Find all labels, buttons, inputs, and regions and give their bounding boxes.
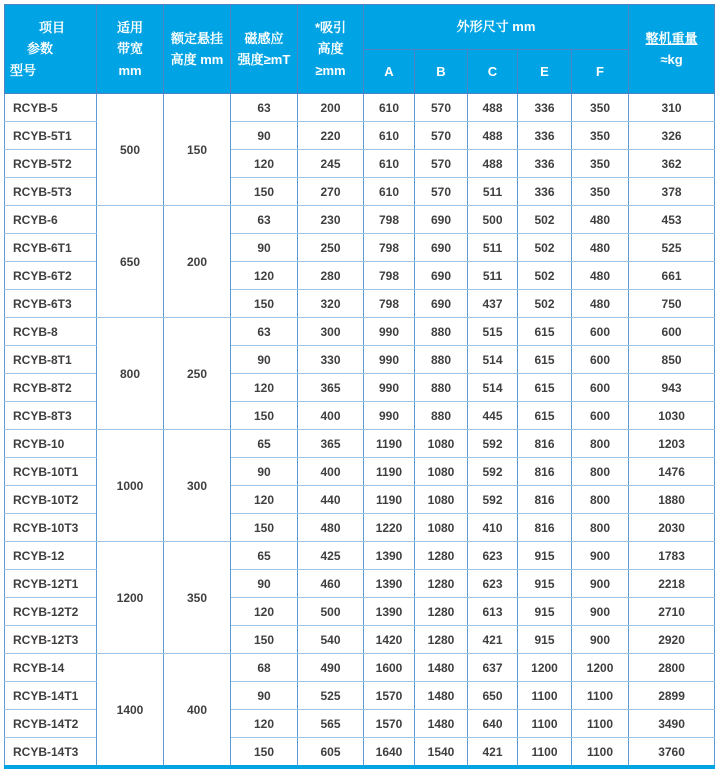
dim-e-cell: 1100 — [518, 710, 572, 738]
induction-cell: 150 — [231, 514, 298, 542]
weight-cell: 326 — [629, 122, 715, 150]
dim-f-cell: 600 — [572, 402, 629, 430]
weight-cell: 661 — [629, 262, 715, 290]
dim-e-cell: 615 — [518, 318, 572, 346]
dim-f-cell: 480 — [572, 262, 629, 290]
dim-e-cell: 1100 — [518, 738, 572, 768]
dim-f-cell: 350 — [572, 150, 629, 178]
dim-f-cell: 900 — [572, 542, 629, 570]
dim-e-cell: 502 — [518, 206, 572, 234]
induction-cell: 63 — [231, 318, 298, 346]
dim-a-cell: 990 — [364, 402, 415, 430]
dim-c-cell: 515 — [468, 318, 518, 346]
dim-b-cell: 1280 — [415, 626, 468, 654]
model-cell: RCYB-6T1 — [5, 234, 97, 262]
attraction-cell: 220 — [298, 122, 364, 150]
header-model-param — [5, 5, 97, 94]
attraction-cell: 250 — [298, 234, 364, 262]
header-suspension-height: 额定悬挂 高度 mm — [164, 5, 231, 94]
model-cell: RCYB-5 — [5, 94, 97, 122]
suspension-cell: 300 — [164, 430, 231, 542]
dim-c-cell: 637 — [468, 654, 518, 682]
suspension-cell: 150 — [164, 94, 231, 206]
attraction-cell: 230 — [298, 206, 364, 234]
dim-b-cell: 880 — [415, 374, 468, 402]
dim-b-cell: 1080 — [415, 486, 468, 514]
dim-f-cell: 350 — [572, 178, 629, 206]
dim-e-cell: 502 — [518, 262, 572, 290]
attraction-cell: 480 — [298, 514, 364, 542]
model-cell: RCYB-10T2 — [5, 486, 97, 514]
header-dim-b: B — [415, 50, 468, 94]
dim-f-cell: 480 — [572, 290, 629, 318]
attraction-cell: 365 — [298, 430, 364, 458]
induction-cell: 150 — [231, 738, 298, 768]
dim-a-cell: 1190 — [364, 486, 415, 514]
weight-cell: 378 — [629, 178, 715, 206]
induction-cell: 120 — [231, 150, 298, 178]
model-cell: RCYB-14T3 — [5, 738, 97, 768]
attraction-cell: 320 — [298, 290, 364, 318]
dim-f-cell: 350 — [572, 122, 629, 150]
induction-cell: 120 — [231, 486, 298, 514]
dim-c-cell: 410 — [468, 514, 518, 542]
dim-b-cell: 1480 — [415, 654, 468, 682]
dim-a-cell: 610 — [364, 150, 415, 178]
dim-c-cell: 592 — [468, 486, 518, 514]
dim-c-cell: 623 — [468, 542, 518, 570]
dim-b-cell: 570 — [415, 122, 468, 150]
weight-cell: 850 — [629, 346, 715, 374]
suspension-cell: 350 — [164, 542, 231, 654]
dim-b-cell: 570 — [415, 150, 468, 178]
model-cell: RCYB-6 — [5, 206, 97, 234]
header-dim-f: F — [572, 50, 629, 94]
dim-a-cell: 798 — [364, 262, 415, 290]
attraction-cell: 245 — [298, 150, 364, 178]
dim-b-cell: 1280 — [415, 570, 468, 598]
bandwidth-cell: 1200 — [97, 542, 164, 654]
dim-c-cell: 592 — [468, 458, 518, 486]
dim-c-cell: 592 — [468, 430, 518, 458]
induction-cell: 90 — [231, 234, 298, 262]
dim-f-cell: 800 — [572, 458, 629, 486]
dim-b-cell: 880 — [415, 346, 468, 374]
dim-a-cell: 1640 — [364, 738, 415, 768]
model-cell: RCYB-8T3 — [5, 402, 97, 430]
dim-b-cell: 1080 — [415, 514, 468, 542]
weight-cell: 2218 — [629, 570, 715, 598]
dim-a-cell: 990 — [364, 346, 415, 374]
model-cell: RCYB-8T2 — [5, 374, 97, 402]
suspension-cell: 200 — [164, 206, 231, 318]
dim-e-cell: 336 — [518, 122, 572, 150]
model-cell: RCYB-6T3 — [5, 290, 97, 318]
dim-a-cell: 1390 — [364, 542, 415, 570]
attraction-cell: 540 — [298, 626, 364, 654]
dim-b-cell: 690 — [415, 262, 468, 290]
model-cell: RCYB-12T1 — [5, 570, 97, 598]
table-header — [5, 5, 715, 94]
dim-b-cell: 1480 — [415, 710, 468, 738]
dim-b-cell: 570 — [415, 178, 468, 206]
dim-a-cell: 798 — [364, 206, 415, 234]
dim-c-cell: 421 — [468, 738, 518, 768]
dim-b-cell: 690 — [415, 206, 468, 234]
weight-cell: 525 — [629, 234, 715, 262]
dim-c-cell: 437 — [468, 290, 518, 318]
dim-c-cell: 445 — [468, 402, 518, 430]
dim-c-cell: 488 — [468, 94, 518, 122]
induction-cell: 150 — [231, 290, 298, 318]
induction-cell: 120 — [231, 710, 298, 738]
induction-cell: 150 — [231, 402, 298, 430]
model-cell: RCYB-14T1 — [5, 682, 97, 710]
dim-e-cell: 336 — [518, 178, 572, 206]
header-corner-line1: 项目 — [39, 19, 66, 35]
table-row — [5, 654, 715, 682]
dim-f-cell: 1200 — [572, 654, 629, 682]
table-row — [5, 430, 715, 458]
table-row — [5, 206, 715, 234]
dim-e-cell: 336 — [518, 150, 572, 178]
dim-f-cell: 900 — [572, 598, 629, 626]
dim-f-cell: 600 — [572, 374, 629, 402]
dim-a-cell: 1570 — [364, 682, 415, 710]
dim-e-cell: 502 — [518, 290, 572, 318]
weight-cell: 453 — [629, 206, 715, 234]
dim-e-cell: 915 — [518, 626, 572, 654]
attraction-cell: 200 — [298, 94, 364, 122]
attraction-cell: 525 — [298, 682, 364, 710]
dim-a-cell: 990 — [364, 374, 415, 402]
spec-table-body — [5, 94, 715, 768]
dim-a-cell: 610 — [364, 178, 415, 206]
dim-a-cell: 1390 — [364, 598, 415, 626]
weight-cell: 3760 — [629, 738, 715, 768]
induction-cell: 90 — [231, 122, 298, 150]
dim-b-cell: 1280 — [415, 542, 468, 570]
header-total-weight: 整机重量 ≈kg — [629, 5, 715, 94]
dim-f-cell: 600 — [572, 346, 629, 374]
header-magnetic-induction: 磁感应 强度≥mT — [231, 5, 298, 94]
model-cell: RCYB-5T1 — [5, 122, 97, 150]
induction-cell: 90 — [231, 458, 298, 486]
header-dim-e: E — [518, 50, 572, 94]
header-corner-line3: 型号 — [10, 62, 37, 78]
dim-c-cell: 500 — [468, 206, 518, 234]
dim-e-cell: 502 — [518, 234, 572, 262]
header-dim-a: A — [364, 50, 415, 94]
model-cell: RCYB-12T2 — [5, 598, 97, 626]
bandwidth-cell: 650 — [97, 206, 164, 318]
dim-a-cell: 798 — [364, 234, 415, 262]
dim-a-cell: 798 — [364, 290, 415, 318]
weight-cell: 310 — [629, 94, 715, 122]
dim-a-cell: 1570 — [364, 710, 415, 738]
weight-cell: 750 — [629, 290, 715, 318]
attraction-cell: 605 — [298, 738, 364, 768]
model-cell: RCYB-8 — [5, 318, 97, 346]
attraction-cell: 400 — [298, 402, 364, 430]
attraction-cell: 490 — [298, 654, 364, 682]
bandwidth-cell: 500 — [97, 94, 164, 206]
dim-b-cell: 1480 — [415, 682, 468, 710]
dim-f-cell: 1100 — [572, 682, 629, 710]
dim-c-cell: 613 — [468, 598, 518, 626]
suspension-cell: 400 — [164, 654, 231, 768]
dim-c-cell: 488 — [468, 122, 518, 150]
induction-cell: 150 — [231, 626, 298, 654]
model-cell: RCYB-10T3 — [5, 514, 97, 542]
weight-cell: 2030 — [629, 514, 715, 542]
induction-cell: 90 — [231, 346, 298, 374]
induction-cell: 120 — [231, 598, 298, 626]
bandwidth-cell: 1000 — [97, 430, 164, 542]
table-row — [5, 318, 715, 346]
dim-f-cell: 350 — [572, 94, 629, 122]
dim-c-cell: 488 — [468, 150, 518, 178]
attraction-cell: 280 — [298, 262, 364, 290]
dim-c-cell: 421 — [468, 626, 518, 654]
dim-c-cell: 640 — [468, 710, 518, 738]
bandwidth-cell: 1400 — [97, 654, 164, 768]
model-cell: RCYB-10 — [5, 430, 97, 458]
induction-cell: 120 — [231, 262, 298, 290]
induction-cell: 150 — [231, 178, 298, 206]
dim-f-cell: 480 — [572, 234, 629, 262]
dim-c-cell: 514 — [468, 346, 518, 374]
induction-cell: 63 — [231, 206, 298, 234]
model-cell: RCYB-14 — [5, 654, 97, 682]
model-cell: RCYB-6T2 — [5, 262, 97, 290]
weight-cell: 362 — [629, 150, 715, 178]
attraction-cell: 300 — [298, 318, 364, 346]
attraction-cell: 460 — [298, 570, 364, 598]
dim-e-cell: 915 — [518, 542, 572, 570]
header-dim-c: C — [468, 50, 518, 94]
dim-a-cell: 1190 — [364, 458, 415, 486]
header-attraction-height: *吸引 高度 ≥mm — [298, 5, 364, 94]
dim-f-cell: 480 — [572, 206, 629, 234]
dim-e-cell: 816 — [518, 486, 572, 514]
dim-e-cell: 615 — [518, 346, 572, 374]
induction-cell: 65 — [231, 542, 298, 570]
model-cell: RCYB-12 — [5, 542, 97, 570]
model-cell: RCYB-5T3 — [5, 178, 97, 206]
dim-b-cell: 880 — [415, 318, 468, 346]
dim-e-cell: 915 — [518, 598, 572, 626]
weight-cell: 3490 — [629, 710, 715, 738]
dim-f-cell: 600 — [572, 318, 629, 346]
attraction-cell: 425 — [298, 542, 364, 570]
table-row — [5, 542, 715, 570]
dim-c-cell: 650 — [468, 682, 518, 710]
dim-c-cell: 511 — [468, 262, 518, 290]
induction-cell: 90 — [231, 570, 298, 598]
bandwidth-cell: 800 — [97, 318, 164, 430]
attraction-cell: 500 — [298, 598, 364, 626]
weight-cell: 2800 — [629, 654, 715, 682]
attraction-cell: 365 — [298, 374, 364, 402]
header-corner-line2: 参数 — [27, 41, 54, 57]
dim-f-cell: 1100 — [572, 738, 629, 768]
weight-cell: 943 — [629, 374, 715, 402]
dim-f-cell: 800 — [572, 430, 629, 458]
dim-a-cell: 610 — [364, 122, 415, 150]
dim-e-cell: 915 — [518, 570, 572, 598]
weight-cell: 2899 — [629, 682, 715, 710]
induction-cell: 120 — [231, 374, 298, 402]
model-cell: RCYB-12T3 — [5, 626, 97, 654]
dim-a-cell: 1190 — [364, 430, 415, 458]
dim-f-cell: 800 — [572, 514, 629, 542]
dim-e-cell: 816 — [518, 514, 572, 542]
dim-e-cell: 615 — [518, 402, 572, 430]
dim-c-cell: 623 — [468, 570, 518, 598]
weight-cell: 600 — [629, 318, 715, 346]
dim-f-cell: 800 — [572, 486, 629, 514]
attraction-cell: 565 — [298, 710, 364, 738]
dim-b-cell: 1280 — [415, 598, 468, 626]
dim-c-cell: 511 — [468, 234, 518, 262]
dim-e-cell: 615 — [518, 374, 572, 402]
dim-a-cell: 610 — [364, 94, 415, 122]
dim-e-cell: 816 — [518, 458, 572, 486]
induction-cell: 68 — [231, 654, 298, 682]
dim-f-cell: 900 — [572, 626, 629, 654]
dim-f-cell: 900 — [572, 570, 629, 598]
header-dimensions: 外形尺寸 mm — [364, 5, 629, 50]
dim-b-cell: 690 — [415, 234, 468, 262]
dim-c-cell: 514 — [468, 374, 518, 402]
header-bandwidth: 适用 带宽 mm — [97, 5, 164, 94]
attraction-cell: 330 — [298, 346, 364, 374]
attraction-cell: 440 — [298, 486, 364, 514]
table-row — [5, 94, 715, 122]
induction-cell: 90 — [231, 682, 298, 710]
model-cell: RCYB-10T1 — [5, 458, 97, 486]
dim-c-cell: 511 — [468, 178, 518, 206]
suspension-cell: 250 — [164, 318, 231, 430]
dim-e-cell: 1200 — [518, 654, 572, 682]
weight-cell: 1783 — [629, 542, 715, 570]
weight-cell: 1880 — [629, 486, 715, 514]
model-cell: RCYB-8T1 — [5, 346, 97, 374]
weight-cell: 1030 — [629, 402, 715, 430]
dim-a-cell: 1390 — [364, 570, 415, 598]
dim-b-cell: 1080 — [415, 430, 468, 458]
dim-a-cell: 990 — [364, 318, 415, 346]
dim-e-cell: 816 — [518, 430, 572, 458]
dim-b-cell: 690 — [415, 290, 468, 318]
induction-cell: 65 — [231, 430, 298, 458]
dim-e-cell: 336 — [518, 94, 572, 122]
dim-a-cell: 1420 — [364, 626, 415, 654]
dim-e-cell: 1100 — [518, 682, 572, 710]
weight-cell: 1203 — [629, 430, 715, 458]
dim-b-cell: 570 — [415, 94, 468, 122]
dim-b-cell: 1080 — [415, 458, 468, 486]
dim-a-cell: 1220 — [364, 514, 415, 542]
spec-table — [4, 4, 715, 769]
induction-cell: 63 — [231, 94, 298, 122]
dim-b-cell: 880 — [415, 402, 468, 430]
dim-b-cell: 1540 — [415, 738, 468, 768]
dim-a-cell: 1600 — [364, 654, 415, 682]
dim-f-cell: 1100 — [572, 710, 629, 738]
weight-cell: 1476 — [629, 458, 715, 486]
model-cell: RCYB-5T2 — [5, 150, 97, 178]
weight-cell: 2920 — [629, 626, 715, 654]
attraction-cell: 400 — [298, 458, 364, 486]
model-cell: RCYB-14T2 — [5, 710, 97, 738]
weight-cell: 2710 — [629, 598, 715, 626]
attraction-cell: 270 — [298, 178, 364, 206]
